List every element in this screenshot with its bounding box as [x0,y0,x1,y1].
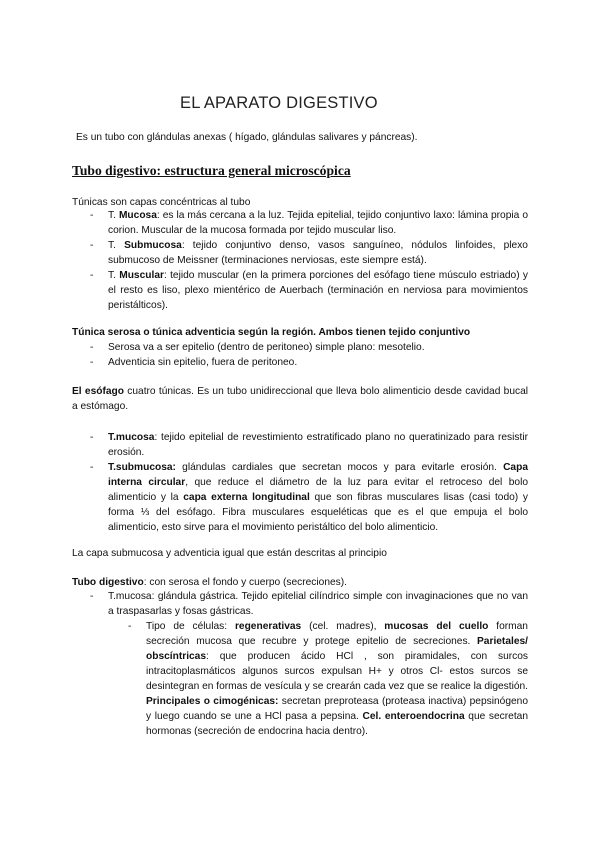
list-item: - T.mucosa: tejido epitelial de revestimiento estratificado plano no queratinizado para resistir erosión. [90,430,528,460]
list-item: - T. Mucosa: es la más cercana a la luz. Tejida epitelial, tejido conjuntivo laxo: lámina propia o corion. Muscular de la mucosa formada por tejido muscular liso. [90,208,528,238]
tunicas-list [90,208,528,313]
list-item: - T. Muscular: tejido muscular (en la primera porciones del esófago tiene músculo estriado) y el resto es liso, plexo mientérico de Auerbach (terminación en nerviosa para movimientos peristálticos). [90,268,528,313]
capa-paragraph: La capa submucosa y adventicia igual que están descritas al principio [72,548,387,559]
serosa-list [90,340,528,370]
list-item: - Adventicia sin epitelio, fuera de peritoneo. [90,355,528,370]
list-item: - Tipo de células: regenerativas (cel. madres), mucosas del cuello forman secreción mucosa que recubre y protege epitelio de secreciones. Parietales/ obscíntricas: que producen ácido HCl , son piramidales, con surcos intracitoplasmáticos algunos surcos expulsan H+ y otros Cl- estos surcos se desintegran en formas de vesícula y se crearán cada vez que se realice la digestión. Principales o cimogénicas: secretan preproteasa (proteasa inactiva) pepsinógeno y luego cuando se une a HCl pasa a pepsina. Cel. enteroendocrina que secretan hormonas (secreción de endocrina hacia dentro). [128,619,528,739]
section-heading: Tubo digestivo: estructura general microscópica [72,163,351,178]
list-item: - T.mucosa: glándula gástrica. Tejido epitelial cilíndrico simple con invaginaciones que no van a traspasarlas y fosas gástricas. [90,589,528,619]
intro-paragraph: Es un tubo con glándulas anexas ( hígado, glándulas salivares y páncreas). [76,132,418,143]
serosa-heading: Túnica serosa o túnica adventicia según la región. Ambos tienen tejido conjuntivo [72,327,471,338]
tunicas-intro: Túnicas son capas concéntricas al tubo [72,197,251,208]
tubo-list [90,589,528,619]
esofago-list [90,430,528,535]
list-item: - T.submucosa: glándulas cardiales que secretan mocos y para evitarle erosión. Capa interna circular, que reduce el diámetro de la luz para evitar el retroceso del bolo alimenticio y la capa externa longitudinal que son fibras musculares lisas (casi todo) y forma ⅓ del esófago. Fibra musculares esqueléticas que es el que empuja el bolo alimenticio, esto sirve para el movimiento peristáltico del bolo alimenticio. [90,460,528,535]
list-item: - Serosa va a ser epitelio (dentro de peritoneo) simple plano: mesotelio. [90,340,528,355]
cell-types-list [128,619,528,739]
page-title: EL APARATO DIGESTIVO [180,94,378,112]
esofago-paragraph: El esófago cuatro túnicas. Es un tubo unidireccional que lleva bolo alimenticio desde cavidad bucal a estómago. [72,386,529,412]
list-item: - T. Submucosa: tejido conjuntivo denso, vasos sanguíneo, nódulos linfoides, plexo submucoso de Meissner (terminaciones nerviosas, este siempre está). [90,238,528,268]
tubo-paragraph: Tubo digestivo: con serosa el fondo y cuerpo (secreciones). [72,577,347,588]
